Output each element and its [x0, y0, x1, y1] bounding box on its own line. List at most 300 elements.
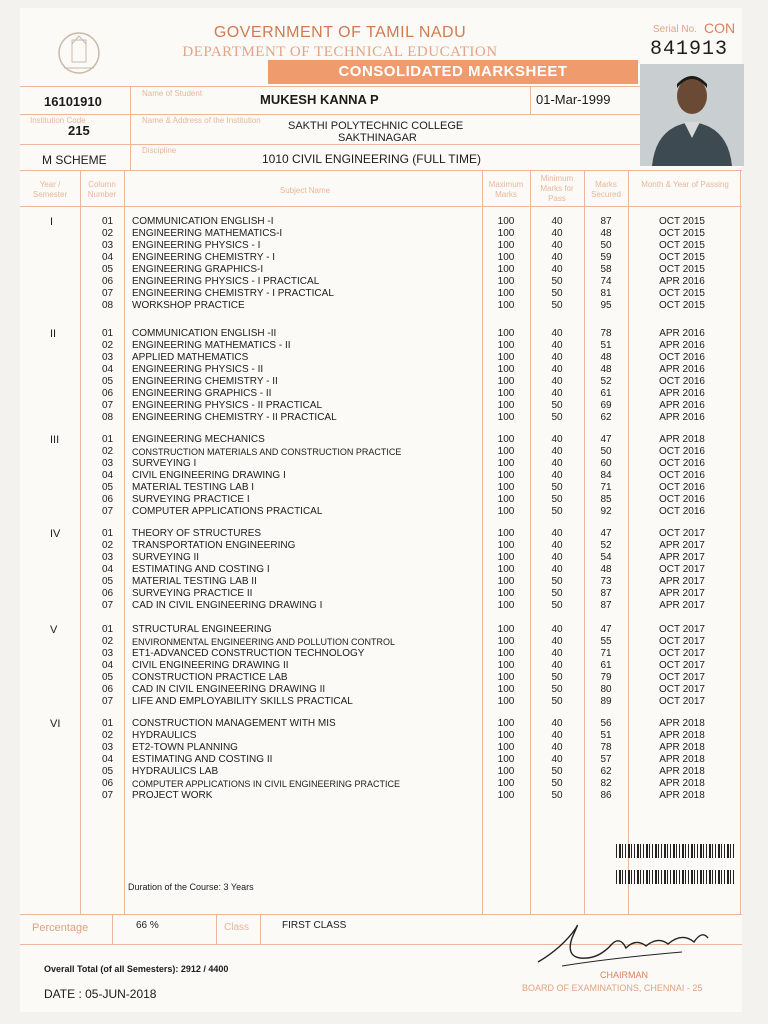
subject-code: 04 — [102, 660, 114, 671]
min-marks: 50 — [551, 600, 563, 611]
min-marks: 50 — [551, 778, 563, 789]
marks-secured: 55 — [600, 636, 612, 647]
subject-name: MATERIAL TESTING LAB II — [132, 576, 257, 587]
subject-code: 01 — [102, 216, 114, 227]
min-marks: 40 — [551, 388, 563, 399]
marks-secured: 59 — [600, 252, 612, 263]
subject-code: 02 — [102, 228, 114, 239]
min-marks: 40 — [551, 364, 563, 375]
min-marks: 40 — [551, 660, 563, 671]
marks-secured: 78 — [600, 328, 612, 339]
subject-name: ENVIRONMENTAL ENGINEERING AND POLLUTION CONTROL — [132, 637, 396, 647]
min-marks: 50 — [551, 790, 563, 801]
subject-name: HYDRAULICS — [132, 730, 197, 741]
subject-name: ENGINEERING PHYSICS - II PRACTICAL — [132, 400, 323, 411]
subject-code: 04 — [102, 252, 114, 263]
signature-icon — [532, 908, 722, 974]
subject-name: SURVEYING II — [132, 552, 200, 563]
min-marks: 40 — [551, 528, 563, 539]
subject-name: SURVEYING I — [132, 458, 197, 469]
max-marks: 100 — [497, 648, 515, 659]
month-year-passing: OCT 2015 — [659, 264, 705, 275]
month-year-passing: OCT 2017 — [659, 648, 705, 659]
month-year-passing: APR 2018 — [659, 434, 705, 445]
max-marks: 100 — [497, 288, 515, 299]
min-marks: 40 — [551, 228, 563, 239]
subject-name: CAD IN CIVIL ENGINEERING DRAWING I — [132, 600, 323, 611]
min-marks: 50 — [551, 506, 563, 517]
min-marks: 40 — [551, 552, 563, 563]
date-of-birth: 01-Mar-1999 — [536, 92, 611, 107]
max-marks: 100 — [497, 400, 515, 411]
month-year-passing: OCT 2017 — [659, 660, 705, 671]
subject-name: COMPUTER APPLICATIONS IN CIVIL ENGINEERING PRACTICE — [132, 779, 401, 789]
subject-name: ENGINEERING GRAPHICS - II — [132, 388, 272, 399]
subject-code: 04 — [102, 564, 114, 575]
subject-name: ENGINEERING CHEMISTRY - I PRACTICAL — [132, 288, 334, 299]
marks-secured: 58 — [600, 264, 612, 275]
semester-label: IV — [50, 528, 61, 540]
subject-code: 04 — [102, 470, 114, 481]
marks-secured: 48 — [600, 564, 612, 575]
subject-code: 04 — [102, 364, 114, 375]
min-marks: 50 — [551, 672, 563, 683]
max-marks: 100 — [497, 434, 515, 445]
max-marks: 100 — [497, 446, 515, 457]
subject-code: 01 — [102, 718, 114, 729]
min-marks: 40 — [551, 730, 563, 741]
max-marks: 100 — [497, 718, 515, 729]
subject-name: LIFE AND EMPLOYABILITY SKILLS PRACTICAL — [132, 696, 353, 707]
min-marks: 50 — [551, 576, 563, 587]
month-year-passing: OCT 2016 — [659, 352, 705, 363]
month-year-passing: OCT 2016 — [659, 446, 705, 457]
subject-name: COMMUNICATION ENGLISH -I — [132, 216, 274, 227]
subject-name: SURVEYING PRACTICE I — [132, 494, 250, 505]
col-header-subject: Subject Name — [279, 186, 331, 195]
min-marks: 40 — [551, 216, 563, 227]
subject-code: 07 — [102, 506, 114, 517]
institution-name: SAKTHI POLYTECHNIC COLLEGE — [288, 120, 464, 132]
course-duration: Duration of the Course: 3 Years — [128, 882, 254, 892]
month-year-passing: OCT 2016 — [659, 376, 705, 387]
subject-name: ET2-TOWN PLANNING — [132, 742, 238, 753]
month-year-passing: APR 2018 — [659, 718, 705, 729]
max-marks: 100 — [497, 264, 515, 275]
subject-code: 02 — [102, 540, 114, 551]
marks-secured: 86 — [600, 790, 612, 801]
subject-code: 07 — [102, 790, 114, 801]
month-year-passing: OCT 2015 — [659, 300, 705, 311]
subject-name: CONSTRUCTION MANAGEMENT WITH MIS — [132, 718, 336, 729]
month-year-passing: APR 2017 — [659, 540, 705, 551]
month-year-passing: APR 2018 — [659, 730, 705, 741]
max-marks: 100 — [497, 494, 515, 505]
marks-secured: 78 — [600, 742, 612, 753]
min-marks: 40 — [551, 458, 563, 469]
serial-number: 841913 — [650, 38, 729, 61]
month-year-passing: OCT 2016 — [659, 506, 705, 517]
max-marks: 100 — [497, 216, 515, 227]
subject-code: 03 — [102, 742, 114, 753]
subject-code: 01 — [102, 624, 114, 635]
max-marks: 100 — [497, 300, 515, 311]
max-marks: 100 — [497, 458, 515, 469]
semester-label: I — [50, 216, 54, 228]
max-marks: 100 — [497, 730, 515, 741]
min-marks: 40 — [551, 252, 563, 263]
month-year-passing: OCT 2016 — [659, 470, 705, 481]
institution-address: SAKTHINAGAR — [338, 132, 417, 144]
marks-secured: 61 — [600, 660, 612, 671]
month-year-passing: OCT 2015 — [659, 216, 705, 227]
subject-name: THEORY OF STRUCTURES — [132, 528, 262, 539]
marks-secured: 79 — [600, 672, 612, 683]
marks-secured: 95 — [600, 300, 612, 311]
min-marks: 50 — [551, 766, 563, 777]
subject-name: CAD IN CIVIL ENGINEERING DRAWING II — [132, 684, 326, 695]
subject-code: 03 — [102, 552, 114, 563]
max-marks: 100 — [497, 364, 515, 375]
month-year-passing: OCT 2017 — [659, 624, 705, 635]
min-marks: 40 — [551, 648, 563, 659]
barcode-icon — [616, 870, 736, 884]
subject-name: TRANSPORTATION ENGINEERING — [132, 540, 296, 551]
max-marks: 100 — [497, 576, 515, 587]
month-year-passing: OCT 2015 — [659, 228, 705, 239]
subject-name: ESTIMATING AND COSTING II — [132, 754, 273, 765]
min-marks: 50 — [551, 400, 563, 411]
government-heading: GOVERNMENT OF TAMIL NADU — [213, 24, 467, 41]
subject-name: ENGINEERING PHYSICS - I PRACTICAL — [132, 276, 320, 287]
marks-secured: 60 — [600, 458, 612, 469]
marks-secured: 73 — [600, 576, 612, 587]
min-marks: 50 — [551, 588, 563, 599]
col-header-max: Maximum Marks — [488, 180, 524, 199]
name-label: Name of Student — [142, 89, 203, 98]
subject-code: 07 — [102, 600, 114, 611]
subject-name: STRUCTURAL ENGINEERING — [132, 624, 272, 635]
month-year-passing: OCT 2017 — [659, 672, 705, 683]
month-year-passing: APR 2018 — [659, 754, 705, 765]
max-marks: 100 — [497, 684, 515, 695]
max-marks: 100 — [497, 600, 515, 611]
month-year-passing: APR 2016 — [659, 412, 705, 423]
max-marks: 100 — [497, 564, 515, 575]
subject-name: COMMUNICATION ENGLISH -II — [132, 328, 277, 339]
min-marks: 40 — [551, 624, 563, 635]
subject-name: ENGINEERING MATHEMATICS-I — [132, 228, 283, 239]
marks-secured: 56 — [600, 718, 612, 729]
max-marks: 100 — [497, 340, 515, 351]
month-year-passing: APR 2017 — [659, 600, 705, 611]
max-marks: 100 — [497, 276, 515, 287]
max-marks: 100 — [497, 240, 515, 251]
marks-secured: 54 — [600, 552, 612, 563]
month-year-passing: OCT 2016 — [659, 458, 705, 469]
subject-name: ENGINEERING CHEMISTRY - I — [132, 252, 275, 263]
max-marks: 100 — [497, 252, 515, 263]
issue-date: DATE : 05-JUN-2018 — [44, 987, 157, 1001]
col-header-term: Month & Year of Passing — [641, 180, 729, 189]
marks-secured: 48 — [600, 228, 612, 239]
min-marks: 40 — [551, 636, 563, 647]
subject-code: 01 — [102, 528, 114, 539]
subject-code: 05 — [102, 264, 114, 275]
max-marks: 100 — [497, 228, 515, 239]
subject-name: ENGINEERING CHEMISTRY - II PRACTICAL — [132, 412, 337, 423]
min-marks: 40 — [551, 376, 563, 387]
month-year-passing: APR 2018 — [659, 766, 705, 777]
marks-secured: 52 — [600, 540, 612, 551]
subject-name: HYDRAULICS LAB — [132, 766, 219, 777]
min-marks: 40 — [551, 718, 563, 729]
subject-code: 06 — [102, 588, 114, 599]
min-marks: 40 — [551, 340, 563, 351]
marks-secured: 69 — [600, 400, 612, 411]
subject-code: 05 — [102, 766, 114, 777]
min-marks: 40 — [551, 328, 563, 339]
marks-secured: 84 — [600, 470, 612, 481]
semester-label: III — [50, 434, 60, 446]
month-year-passing: OCT 2017 — [659, 528, 705, 539]
month-year-passing: APR 2016 — [659, 340, 705, 351]
subject-code: 05 — [102, 482, 114, 493]
max-marks: 100 — [497, 588, 515, 599]
month-year-passing: OCT 2016 — [659, 494, 705, 505]
max-marks: 100 — [497, 778, 515, 789]
student-name: MUKESH KANNA P — [260, 92, 379, 107]
max-marks: 100 — [497, 660, 515, 671]
student-photo — [640, 64, 744, 166]
min-marks: 40 — [551, 264, 563, 275]
marks-secured: 82 — [600, 778, 612, 789]
subject-code: 07 — [102, 696, 114, 707]
marks-secured: 71 — [600, 482, 612, 493]
subject-code: 01 — [102, 328, 114, 339]
max-marks: 100 — [497, 636, 515, 647]
class-value: FIRST CLASS — [282, 920, 347, 931]
month-year-passing: OCT 2015 — [659, 240, 705, 251]
marks-secured: 87 — [600, 216, 612, 227]
max-marks: 100 — [497, 328, 515, 339]
barcode-icon — [616, 844, 736, 858]
max-marks: 100 — [497, 470, 515, 481]
col-header-column: Column Number — [87, 180, 117, 199]
month-year-passing: APR 2016 — [659, 276, 705, 287]
student-photo-icon — [640, 64, 744, 166]
subject-name: CIVIL ENGINEERING DRAWING II — [132, 660, 289, 671]
subject-name: PROJECT WORK — [132, 790, 213, 801]
month-year-passing: OCT 2016 — [659, 482, 705, 493]
percentage-label: Percentage — [32, 922, 89, 934]
month-year-passing: APR 2018 — [659, 742, 705, 753]
subject-name: WORKSHOP PRACTICE — [132, 300, 245, 311]
min-marks: 40 — [551, 434, 563, 445]
max-marks: 100 — [497, 754, 515, 765]
subject-code: 03 — [102, 458, 114, 469]
subject-name: ESTIMATING AND COSTING I — [132, 564, 270, 575]
col-header-marks: Marks Secured — [591, 180, 621, 199]
max-marks: 100 — [497, 696, 515, 707]
min-marks: 50 — [551, 494, 563, 505]
class-label: Class — [224, 922, 250, 933]
marks-secured: 50 — [600, 240, 612, 251]
marks-secured: 87 — [600, 600, 612, 611]
subject-code: 07 — [102, 288, 114, 299]
col-header-year: Year / Semester — [32, 180, 68, 199]
min-marks: 50 — [551, 696, 563, 707]
semester-label: V — [50, 624, 58, 636]
subject-name: MATERIAL TESTING LAB I — [132, 482, 255, 493]
month-year-passing: OCT 2017 — [659, 636, 705, 647]
month-year-passing: OCT 2015 — [659, 252, 705, 263]
max-marks: 100 — [497, 552, 515, 563]
discipline-label: Discipline — [142, 146, 177, 155]
subject-code: 08 — [102, 412, 114, 423]
serial-label: Serial No. — [653, 24, 697, 35]
subject-name: ENGINEERING MECHANICS — [132, 434, 265, 445]
month-year-passing: OCT 2017 — [659, 564, 705, 575]
subject-name: CONSTRUCTION MATERIALS AND CONSTRUCTION PRACTICE — [132, 447, 402, 457]
marks-secured: 87 — [600, 588, 612, 599]
subject-name: COMPUTER APPLICATIONS PRACTICAL — [132, 506, 323, 517]
subject-name: CONSTRUCTION PRACTICE LAB — [132, 672, 288, 683]
max-marks: 100 — [497, 742, 515, 753]
min-marks: 40 — [551, 742, 563, 753]
subject-name: ENGINEERING GRAPHICS-I — [132, 264, 264, 275]
subject-code: 01 — [102, 434, 114, 445]
min-marks: 40 — [551, 446, 563, 457]
min-marks: 40 — [551, 240, 563, 251]
month-year-passing: OCT 2017 — [659, 684, 705, 695]
max-marks: 100 — [497, 506, 515, 517]
marks-secured: 50 — [600, 446, 612, 457]
subject-code: 03 — [102, 240, 114, 251]
marks-secured: 81 — [600, 288, 612, 299]
marks-secured: 51 — [600, 730, 612, 741]
month-year-passing: APR 2018 — [659, 790, 705, 801]
marks-secured: 61 — [600, 388, 612, 399]
institution-code: 215 — [68, 123, 90, 138]
max-marks: 100 — [497, 412, 515, 423]
marks-secured: 57 — [600, 754, 612, 765]
board-label: BOARD OF EXAMINATIONS, CHENNAI - 25 — [522, 983, 703, 993]
subject-code: 06 — [102, 494, 114, 505]
subject-name: ENGINEERING PHYSICS - II — [132, 364, 264, 375]
min-marks: 40 — [551, 564, 563, 575]
max-marks: 100 — [497, 528, 515, 539]
percentage-value: 66 % — [136, 920, 159, 931]
marks-secured: 47 — [600, 528, 612, 539]
min-marks: 50 — [551, 300, 563, 311]
subject-code: 06 — [102, 276, 114, 287]
marks-secured: 74 — [600, 276, 612, 287]
subject-code: 06 — [102, 388, 114, 399]
subject-code: 05 — [102, 376, 114, 387]
min-marks: 40 — [551, 754, 563, 765]
marks-secured: 80 — [600, 684, 612, 695]
subject-code: 08 — [102, 300, 114, 311]
subject-code: 02 — [102, 730, 114, 741]
subject-name: SURVEYING PRACTICE II — [132, 588, 253, 599]
marks-secured: 71 — [600, 648, 612, 659]
chairman-label: CHAIRMAN — [600, 970, 649, 980]
max-marks: 100 — [497, 482, 515, 493]
month-year-passing: APR 2017 — [659, 588, 705, 599]
marks-secured: 62 — [600, 766, 612, 777]
subject-code: 02 — [102, 636, 114, 647]
institution-code-label: Institution Code — [30, 116, 86, 125]
marksheet — [20, 8, 742, 1012]
institution-label: Name & Address of the Institution — [142, 116, 261, 125]
subject-name: ET1-ADVANCED CONSTRUCTION TECHNOLOGY — [132, 648, 365, 659]
min-marks: 50 — [551, 482, 563, 493]
subject-code: 05 — [102, 576, 114, 587]
subject-name: ENGINEERING PHYSICS - I — [132, 240, 261, 251]
marks-secured: 89 — [600, 696, 612, 707]
subject-name: ENGINEERING CHEMISTRY - II — [132, 376, 278, 387]
max-marks: 100 — [497, 624, 515, 635]
marks-secured: 62 — [600, 412, 612, 423]
min-marks: 50 — [551, 684, 563, 695]
marks-secured: 47 — [600, 624, 612, 635]
max-marks: 100 — [497, 766, 515, 777]
marks-secured: 92 — [600, 506, 612, 517]
min-marks: 50 — [551, 288, 563, 299]
min-marks: 50 — [551, 412, 563, 423]
min-marks: 50 — [551, 276, 563, 287]
month-year-passing: APR 2016 — [659, 388, 705, 399]
month-year-passing: APR 2016 — [659, 328, 705, 339]
subject-code: 03 — [102, 352, 114, 363]
semester-label: II — [50, 328, 57, 340]
subject-code: 06 — [102, 778, 114, 789]
month-year-passing: APR 2016 — [659, 364, 705, 375]
month-year-passing: APR 2018 — [659, 778, 705, 789]
marks-secured: 85 — [600, 494, 612, 505]
subject-code: 02 — [102, 446, 114, 457]
min-marks: 40 — [551, 540, 563, 551]
marks-secured: 48 — [600, 352, 612, 363]
subject-code: 03 — [102, 648, 114, 659]
max-marks: 100 — [497, 790, 515, 801]
discipline: 1010 CIVIL ENGINEERING (FULL TIME) — [262, 152, 481, 166]
month-year-passing: APR 2017 — [659, 576, 705, 587]
serial-prefix: CON — [704, 20, 736, 36]
max-marks: 100 — [497, 388, 515, 399]
marks-secured: 47 — [600, 434, 612, 445]
max-marks: 100 — [497, 376, 515, 387]
max-marks: 100 — [497, 540, 515, 551]
col-header-min: Minimum Marks for Pass — [540, 174, 574, 203]
subject-name: CIVIL ENGINEERING DRAWING I — [132, 470, 286, 481]
semester-label: VI — [50, 718, 61, 730]
subject-name: APPLIED MATHEMATICS — [132, 352, 249, 363]
month-year-passing: APR 2017 — [659, 552, 705, 563]
scheme: M SCHEME — [42, 153, 107, 167]
month-year-passing: OCT 2015 — [659, 288, 705, 299]
register-number: 16101910 — [44, 94, 102, 109]
month-year-passing: APR 2016 — [659, 400, 705, 411]
subject-code: 04 — [102, 754, 114, 765]
overall-total: Overall Total (of all Semesters): 2912 / 4400 — [44, 964, 229, 974]
subject-code: 02 — [102, 340, 114, 351]
max-marks: 100 — [497, 352, 515, 363]
document-title: CONSOLIDATED MARKSHEET — [268, 60, 638, 84]
subject-code: 05 — [102, 672, 114, 683]
subject-name: ENGINEERING MATHEMATICS - II — [132, 340, 291, 351]
